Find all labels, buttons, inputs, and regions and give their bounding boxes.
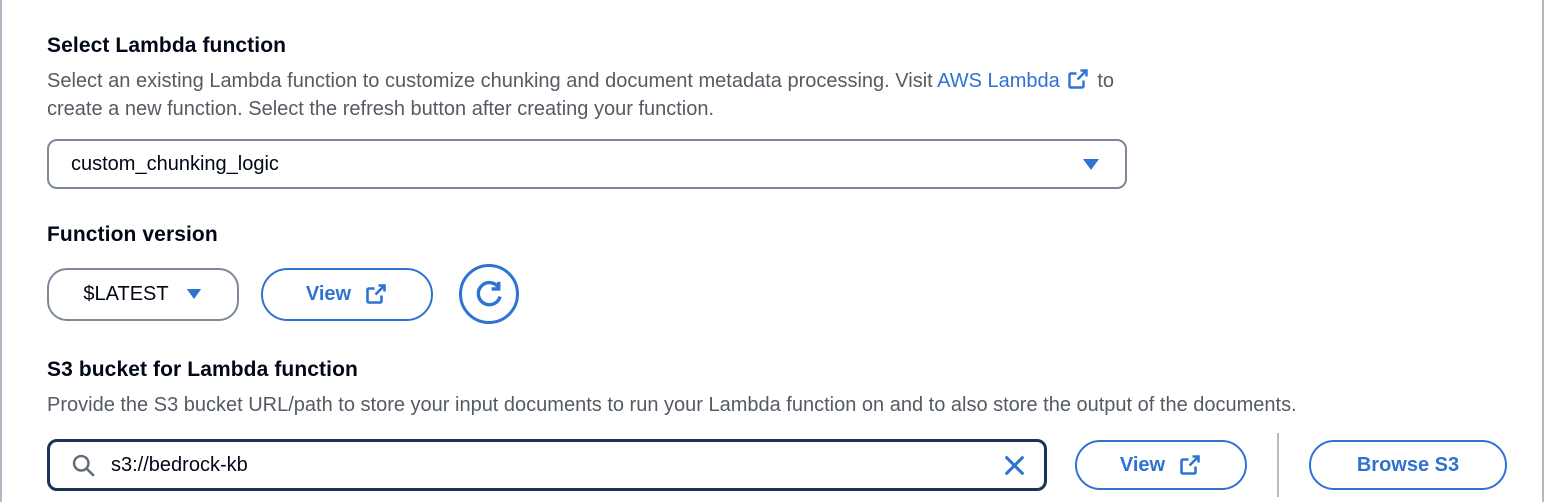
function-version-title: Function version xyxy=(47,223,218,246)
s3-bucket-field xyxy=(47,357,1504,497)
external-link-icon xyxy=(1178,453,1202,477)
selected-function-value: custom_chunking_logic xyxy=(71,152,279,175)
version-dropdown-button[interactable] xyxy=(47,268,239,321)
refresh-button[interactable] xyxy=(459,264,519,324)
view-function-button[interactable]: View xyxy=(261,268,433,321)
function-version-controls xyxy=(47,264,1504,324)
lambda-function-select[interactable] xyxy=(47,139,1127,189)
version-value: $LATEST xyxy=(83,282,169,305)
caret-down-icon xyxy=(185,287,203,301)
s3-bucket-title: S3 bucket for Lambda function xyxy=(47,358,358,381)
caret-down-icon xyxy=(1081,157,1101,172)
refresh-icon xyxy=(472,277,506,311)
external-link-icon xyxy=(1066,67,1090,91)
description-text-after-link: to create a new function. Select the refresh button after creating your function. xyxy=(47,70,1115,120)
close-icon xyxy=(1001,452,1028,479)
view-s3-button[interactable]: View xyxy=(1075,440,1247,490)
s3-bucket-description: Provide the S3 bucket URL/path to store your input documents to run your Lambda function on and to also store the output of the documents. xyxy=(47,394,1297,416)
external-link-icon xyxy=(364,282,388,306)
lambda-function-field xyxy=(47,33,1504,189)
search-icon xyxy=(70,452,97,479)
s3-uri-input[interactable] xyxy=(111,454,987,477)
function-version-field xyxy=(47,222,1504,324)
browse-s3-button[interactable]: Browse S3 xyxy=(1309,440,1507,490)
aws-lambda-link[interactable]: AWS Lambda xyxy=(937,70,1092,92)
clear-input-button[interactable] xyxy=(1001,452,1028,479)
description-text-before-link: Select an existing Lambda function to customize chunking and document metadata processing. Visit xyxy=(47,70,938,92)
s3-bucket-controls xyxy=(47,433,1504,497)
lambda-function-description xyxy=(47,67,1127,123)
vertical-divider xyxy=(1277,433,1279,497)
s3-uri-search-box xyxy=(47,439,1047,491)
lambda-function-title: Select Lambda function xyxy=(47,34,287,57)
